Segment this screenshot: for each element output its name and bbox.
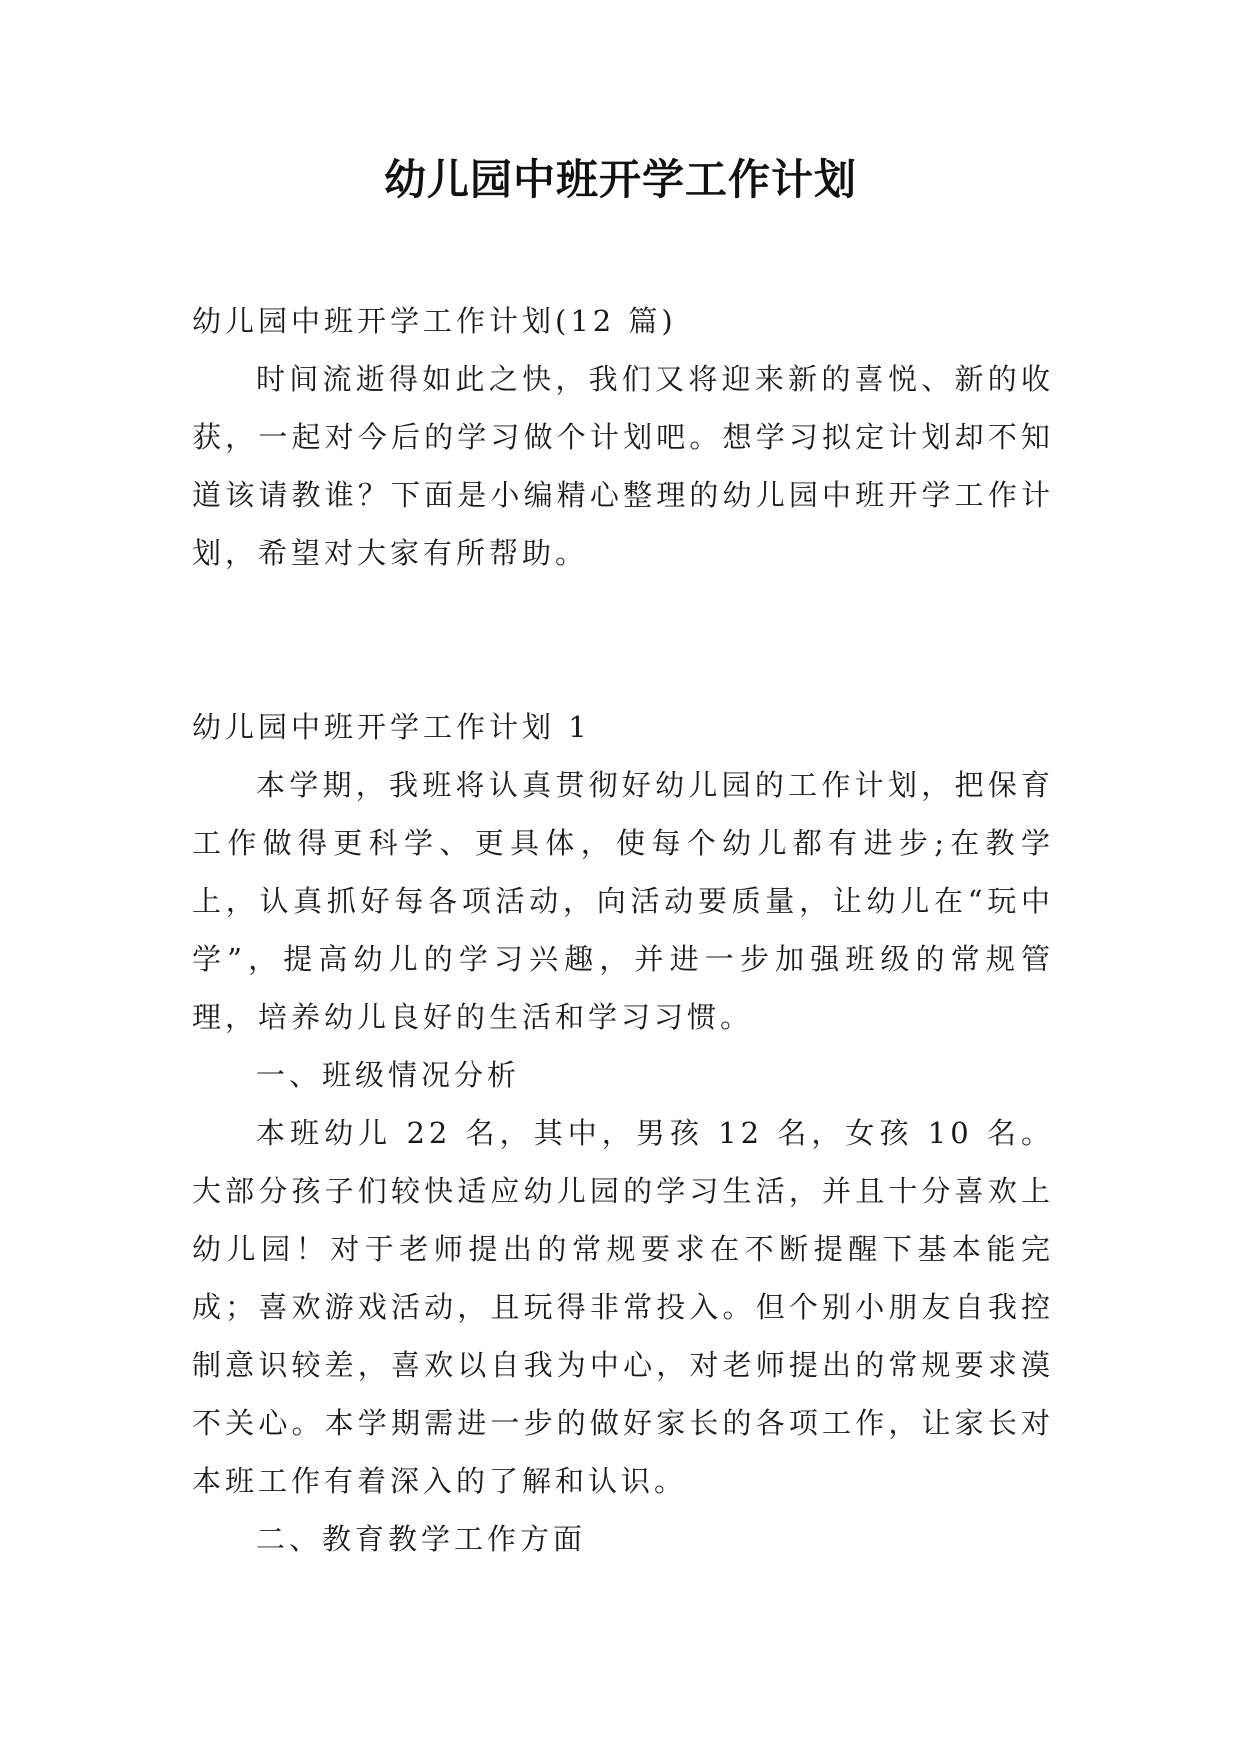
subsection-heading-teaching: 二、教育教学工作方面: [256, 1522, 587, 1556]
intro-paragraph: 时间流逝得如此之快，我们又将迎来新的喜悦、新的收获，一起对今后的学习做个计划吧。想学习拟定计划却不知道该请教谁？下面是小编精心整理的幼儿园中班开学工作计划，希望对大家有所帮助。: [192, 362, 1054, 570]
section-paragraph: 本学期，我班将认真贯彻好幼儿园的工作计划，把保育工作做得更科学、更具体，使每个幼儿都有进步;在教学上，认真抓好每各项活动，向活动要质量，让幼儿在“玩中学”，提高幼儿的学习兴趣，并进一步加强班级的常规管理，培养幼儿良好的生活和学习习惯。: [192, 768, 1054, 1034]
document-subtitle: 幼儿园中班开学工作计划(12 篇): [192, 304, 677, 338]
section-spacer: [192, 582, 1054, 698]
class-analysis-paragraph: 本班幼儿 22 名，其中，男孩 12 名，女孩 10 名。大部分孩子们较快适应幼儿园的学习生活，并且十分喜欢上幼儿园！对于老师提出的常规要求在不断提醒下基本能完成；喜欢游戏活动，且玩得非常投入。但个别小朋友自我控制意识较差，喜欢以自我为中心，对老师提出的常规要求漠不关心。本学期需进一步的做好家长的各项工作，让家长对本班工作有着深入的了解和认识。: [192, 1116, 1054, 1498]
subsection-heading-class-analysis: 一、班级情况分析: [256, 1058, 521, 1092]
document-body: [192, 292, 1054, 1568]
document-title: 幼儿园中班开学工作计划: [383, 155, 857, 204]
section-heading: 幼儿园中班开学工作计划 1: [192, 710, 591, 744]
